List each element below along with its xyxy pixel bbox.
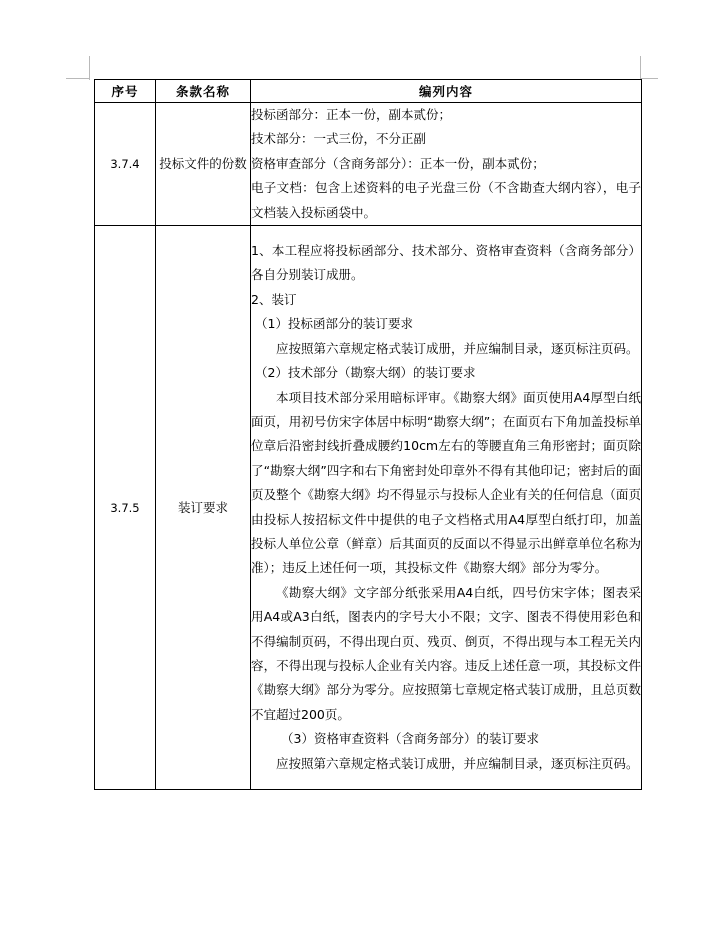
content-paragraph: 2、装订 [251,291,297,307]
row-clause-name: 装订要求 [156,226,251,790]
content-paragraph: 本项目技术部分采用暗标评审。《勘察大纲》面页使用A4厚型白纸面页，用初号仿宋字体居中标明“勘察大纲”；在面页右下角加盖投标单位章后沿密封线折叠成腰约10cm左右的等腰直角三角形密封；面页除了“勘察大纲”四字和右下角密封处印章外不得有其他印记；密封后的面页及整个《勘察大纲》均不得显示与投标人企业有关的任何信息（面页由投标人按招标文件中提供的电子文档格式用A4厚型白纸打印，加盖投标人单位公章（鲜章）后其面页的反面以不得显示出鲜章单位名称为准）；违反上述任何一项，其投标文件《勘察大纲》部分为零分。 [251,389,641,576]
content-line: 资格审查部分（含商务部分）：正本一份，副本贰份； [251,155,545,171]
content-line: 投标函部分：正本一份，副本贰份； [251,107,452,122]
content-line: 电子文档：包含上述资料的电子光盘三份（不含勘查大纲内容），电子文档装入投标函袋中。 [251,180,641,220]
crop-mark-right [640,56,641,80]
content-paragraph: 1、本工程应将投标函部分、技术部分、资格审查资料（含商务部分）各自分别装订成册。 [251,243,641,283]
row-number: 3.7.4 [95,103,156,226]
row-clause-name: 投标文件的份数 [156,103,251,226]
header-number: 序号 [95,80,156,103]
content-paragraph: 《勘察大纲》文字部分纸张采用A4白纸，四号仿宋字体；图表采用A4或A3白纸，图表内的字号大小不限；文字、图表不得使用彩色和不得编制页码，不得出现白页、残页、倒页，不得出现与本工程无关内容，不得出现与投标人企业有关内容。违反上述任意一项，其投标文件《勘察大纲》部分为零分。应按照第七章规定格式装订成册，且总页数不宜超过200页。 [251,584,641,722]
header-content: 编列内容 [251,80,642,103]
content-paragraph: （1）投标函部分的装订要求 [255,316,413,332]
crop-mark-top-left [66,78,90,79]
table-row [95,226,642,790]
spec-table [94,79,642,790]
crop-mark-top-right [640,78,658,79]
content-paragraph: 应按照第六章规定格式装订成册，并应编制目录，逐页标注页码。 [276,340,639,356]
content-line: 技术部分：一式三份，不分正副 [251,131,427,147]
header-clause-name: 条款名称 [156,80,251,103]
row-content [251,103,642,226]
content-paragraph: （3）资格审查资料（含商务部分）的装订要求 [281,731,539,747]
table-row [95,103,642,226]
row-content [251,226,642,790]
content-paragraph: 应按照第六章规定格式装订成册，并应编制目录，逐页标注页码。 [276,755,639,771]
row-number: 3.7.5 [95,226,156,790]
crop-mark-left [89,56,90,80]
content-paragraph: （2）技术部分（勘察大纲）的装订要求 [255,365,476,381]
table-header-row [95,80,642,103]
